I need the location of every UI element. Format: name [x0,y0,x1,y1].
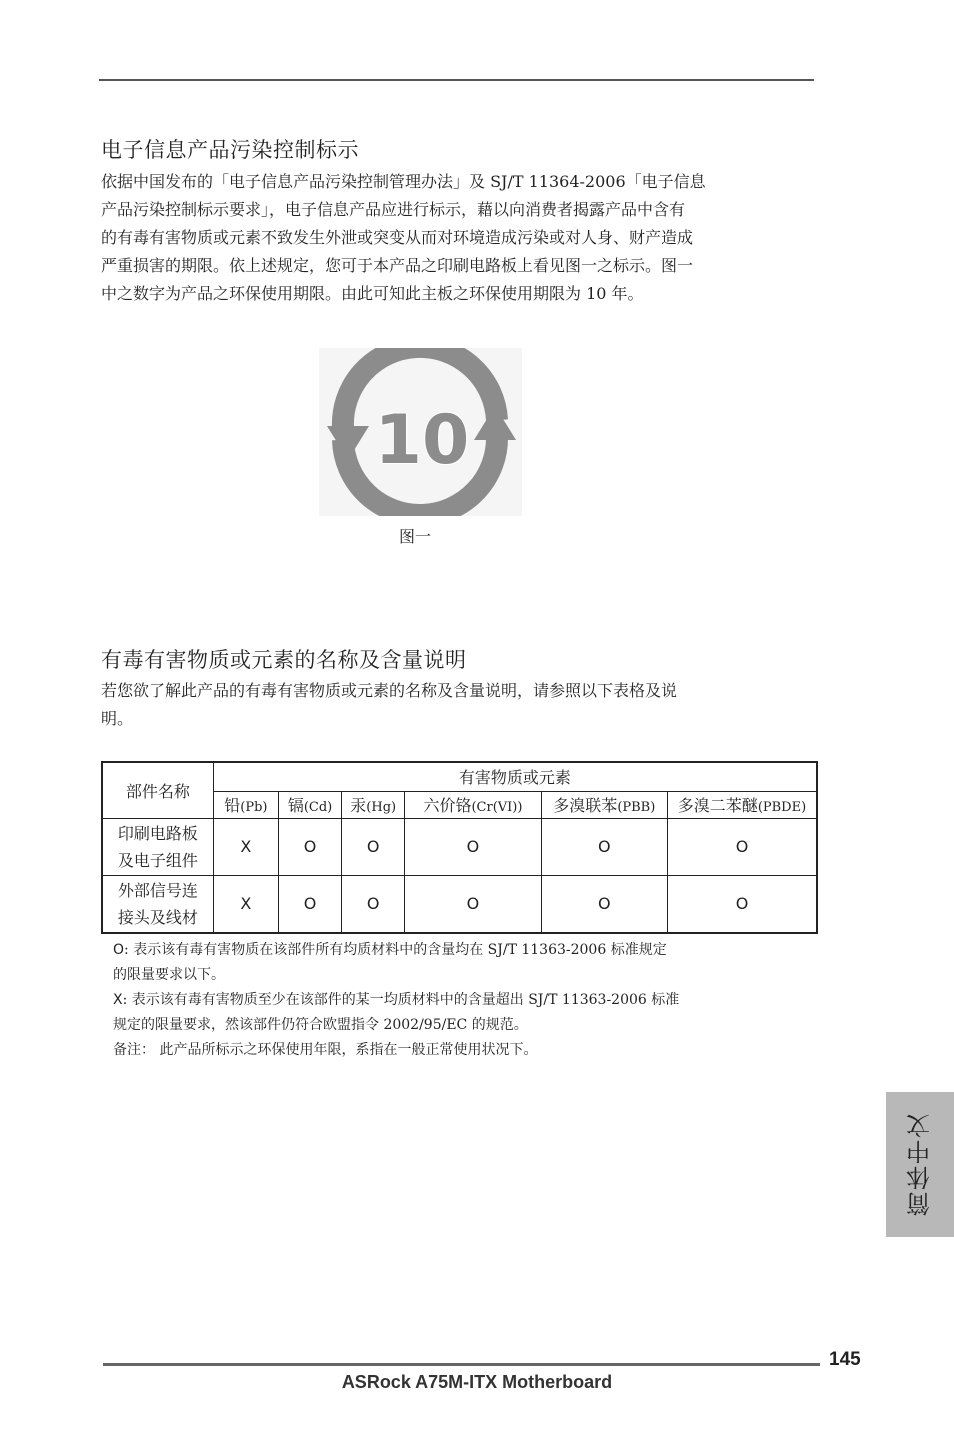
note-x-symbol: X [113,992,123,1008]
value-cell: O [667,818,817,875]
section1-paragraph [101,168,821,308]
col-header-mercury [342,791,405,818]
part-name-line: 外部信号连 [117,880,198,900]
col-header-cadmium [278,791,341,818]
epup-logo [319,348,522,516]
col-header-name: 六价铬 [423,796,472,815]
value-cell: O [342,818,405,875]
value-cell: O [541,875,667,933]
col-header-abbr: (Cr(VI)) [471,800,523,815]
part-name-line: 印刷电路板 [117,823,198,843]
section1-title: 电子信息产品污染控制标示 [101,138,359,162]
col-header-chromium [405,791,541,818]
note-o-line1 [113,938,813,963]
note-x-text: : 表示该有毒有害物质至少在该部件的某一均质材料中的含量超出 SJ/T 11363-2006 标准 [122,992,680,1008]
substances-group-header: 有害物质或元素 [213,762,817,791]
section1-line: 依据中国发布的「电子信息产品污染控制管理办法」及 SJ/T 11364-2006「电子信息 [101,172,706,191]
epup-logo-number: 10 [374,401,470,480]
figure-caption: 图一 [399,527,432,546]
table-row [102,818,817,875]
col-header-pbde [667,791,817,818]
value-cell: O [405,818,541,875]
note-o-text: : 表示该有毒有害物质在该部件所有均质材料中的含量均在 SJ/T 11363-2006 标准规定 [124,942,667,958]
footer-title: ASRock A75M-ITX Motherboard [341,1372,613,1392]
note-remark: 备注： 此产品所标示之环保使用年限，系指在一般正常使用状况下。 [113,1042,538,1058]
table-notes [113,938,813,1063]
col-header-pbb [541,791,667,818]
section2-line: 若您欲了解此产品的有毒有害物质或元素的名称及含量说明，请参照以下表格及说 [101,681,678,700]
value-cell: O [342,875,405,933]
page-number: 145 [829,1349,861,1370]
table-row [102,875,817,933]
note-x-line2: 规定的限量要求，然该部件仍符合欧盟指令 2002/95/EC 的规范。 [113,1017,528,1033]
col-header-name: 多溴联苯 [553,796,618,815]
part-name-header: 部件名称 [102,762,213,818]
note-o-line2: 的限量要求以下。 [113,967,225,983]
top-rule [99,79,814,81]
language-side-tab-label: 简体中文 [906,1112,935,1217]
section2-line: 明。 [101,709,134,728]
language-side-tab [886,1092,954,1237]
part-name-cell [102,875,213,933]
section2-paragraph [101,677,821,733]
note-o-symbol: O [113,942,125,958]
value-cell: O [541,818,667,875]
value-cell: X [213,818,278,875]
col-header-name: 镉 [287,796,304,815]
section1-line: 严重损害的期限。依上述规定，您可于本产品之印刷电路板上看见图一之标示。图一 [101,256,694,275]
section1-line: 产品污染控制标示要求」，电子信息产品应进行标示，藉以向消费者揭露产品中含有 [101,200,686,219]
value-cell: O [405,875,541,933]
col-header-abbr: (PBDE) [757,800,807,815]
epup-logo-icon [319,348,522,516]
value-cell: O [278,875,341,933]
bottom-rule [103,1363,820,1366]
value-cell: O [667,875,817,933]
part-name-line: 接头及线材 [117,907,198,927]
section2-title: 有毒有害物质或元素的名称及含量说明 [101,648,467,672]
section1-line: 中之数字为产品之环保使用期限。由此可知此主板之环保使用期限为 10 年。 [101,284,644,303]
value-cell: X [213,875,278,933]
col-header-abbr: (PBB) [617,800,656,815]
note-x-line1 [113,988,813,1013]
part-name-line: 及电子组件 [117,850,198,870]
col-header-abbr: (Pb) [240,800,268,815]
col-header-lead [213,791,278,818]
col-header-name: 汞 [350,796,367,815]
col-header-abbr: (Hg) [366,800,397,815]
part-name-cell [102,818,213,875]
col-header-abbr: (Cd) [303,800,333,815]
col-header-name: 铅 [224,796,241,815]
col-header-name: 多溴二苯醚 [677,796,758,815]
value-cell: O [278,818,341,875]
hazardous-substances-table [101,761,818,934]
section1-line: 的有毒有害物质或元素不致发生外泄或突变从而对环境造成污染或对人身、财产造成 [101,228,694,247]
